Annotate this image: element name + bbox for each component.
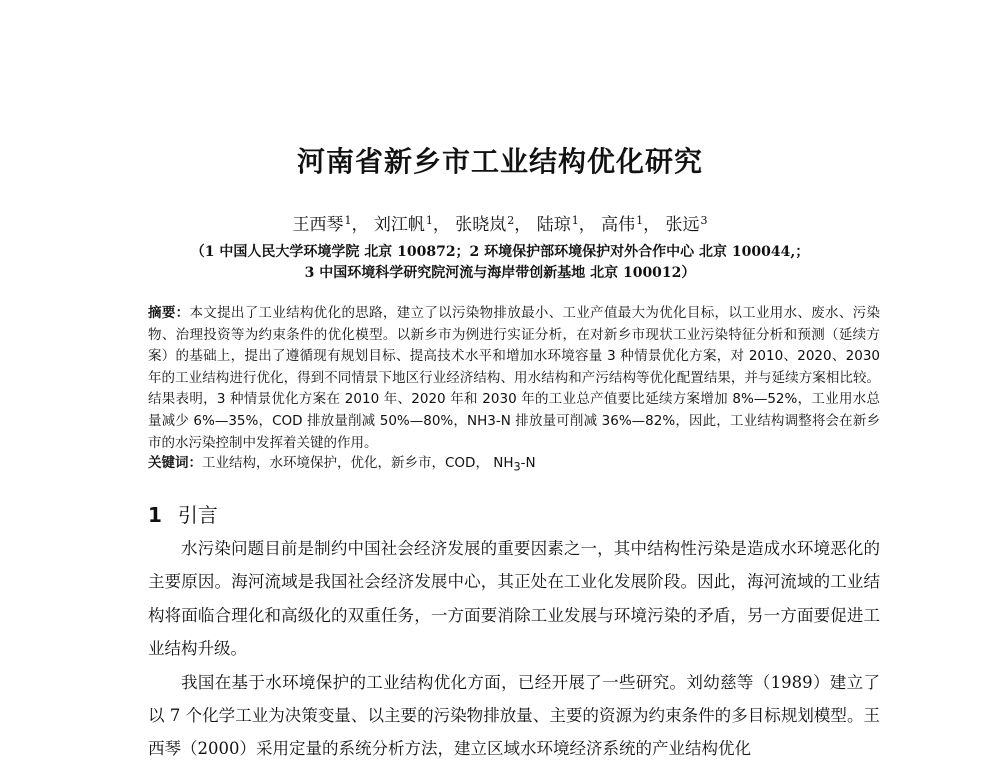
abstract-label: 摘要： (148, 305, 190, 321)
keywords-label: 关键词： (148, 455, 202, 471)
affiliation-line: （1 中国人民大学环境学院 北京 100872；2 环境保护部环境保护对外合作中心 北京 100044,； (190, 244, 810, 260)
abstract (148, 303, 880, 454)
section-number: 1 (148, 503, 162, 527)
author: 高伟$^1$ (601, 214, 644, 235)
affiliation-line: 3 中国环境科学研究院河流与海岸带创新基地 北京 100012） (304, 265, 696, 281)
paper-title: 河南省新乡市工业结构优化研究 (296, 145, 703, 178)
keywords (148, 453, 880, 478)
paragraph: 水污染问题目前是制约中国社会经济发展的重要因素之一，其中结构性污染是造成水环境恶化的主要原因。海河流域是我国社会经济发展中心，其正处在工业化发展阶段。因此，海河流域的工业结构将面临合理化和高级化的双重任务，一方面要消除工业发展与环境污染的矛盾，另一方面要促进工业结构升级。 (148, 539, 880, 659)
author-list: 王西琴$^1$， 刘江帆$^1$， 张晓岚$^2$， 陆琼$^1$， 高伟$^1$， 张远$^3$ (292, 214, 708, 235)
keyword-nh3n: $NH_3-N$ (493, 455, 536, 474)
author: 刘江帆$^1$ (373, 214, 433, 235)
section-heading (148, 499, 218, 528)
keywords-text: 工业结构，水环境保护，优化，新乡市，COD， (202, 455, 489, 471)
abstract-text: 本文提出了工业结构优化的思路，建立了以污染物排放最小、工业产值最大为优化目标，以工业用水、废水、污染物、治理投资等为约束条件的优化模型。以新乡市为例进行实证分析，在对新乡市现状工业污染特征分析和预测（延续方案）的基础上，提出了遵循现有规划目标、提高技术水平和增加水环境容量 3 种情景优化方案，对 2010、2020、2030 年的工业结构进行优化，得到不同情景下地区行业经济结构、用水结构和产污结构等优化配置结果，并与延续方案相比较。结果表明，3 种情景优化方案在 2010 年、2020 年和 2030 年的工业总产值要比延续方案增加 8%—52%，工业用水总量减少 6%—35%，COD 排放量削减 50%—80%，NH3-N 排放量可削减 36%—82%，因此，工业结构调整将会在新乡市的水污染控制中发挥着关键的作用。 (148, 305, 880, 451)
author: 张晓岚$^2$ (455, 214, 515, 235)
section-title: 引言 (177, 503, 218, 527)
author: 张远$^3$ (665, 214, 708, 235)
paragraph: 我国在基于水环境保护的工业结构优化方面，已经开展了一些研究。刘幼慈等（1989）建立了以 7 个化学工业为决策变量、以主要的污染物排放量、主要的资源为约束条件的多目标规划模型。王西琴（2000）采用定量的系统分析方法，建立区域水环境经济系统的产业结构优化 (148, 672, 880, 759)
author: 王西琴$^1$ (292, 214, 352, 235)
author: 陆琼$^1$ (536, 214, 579, 235)
section-body (148, 532, 880, 766)
